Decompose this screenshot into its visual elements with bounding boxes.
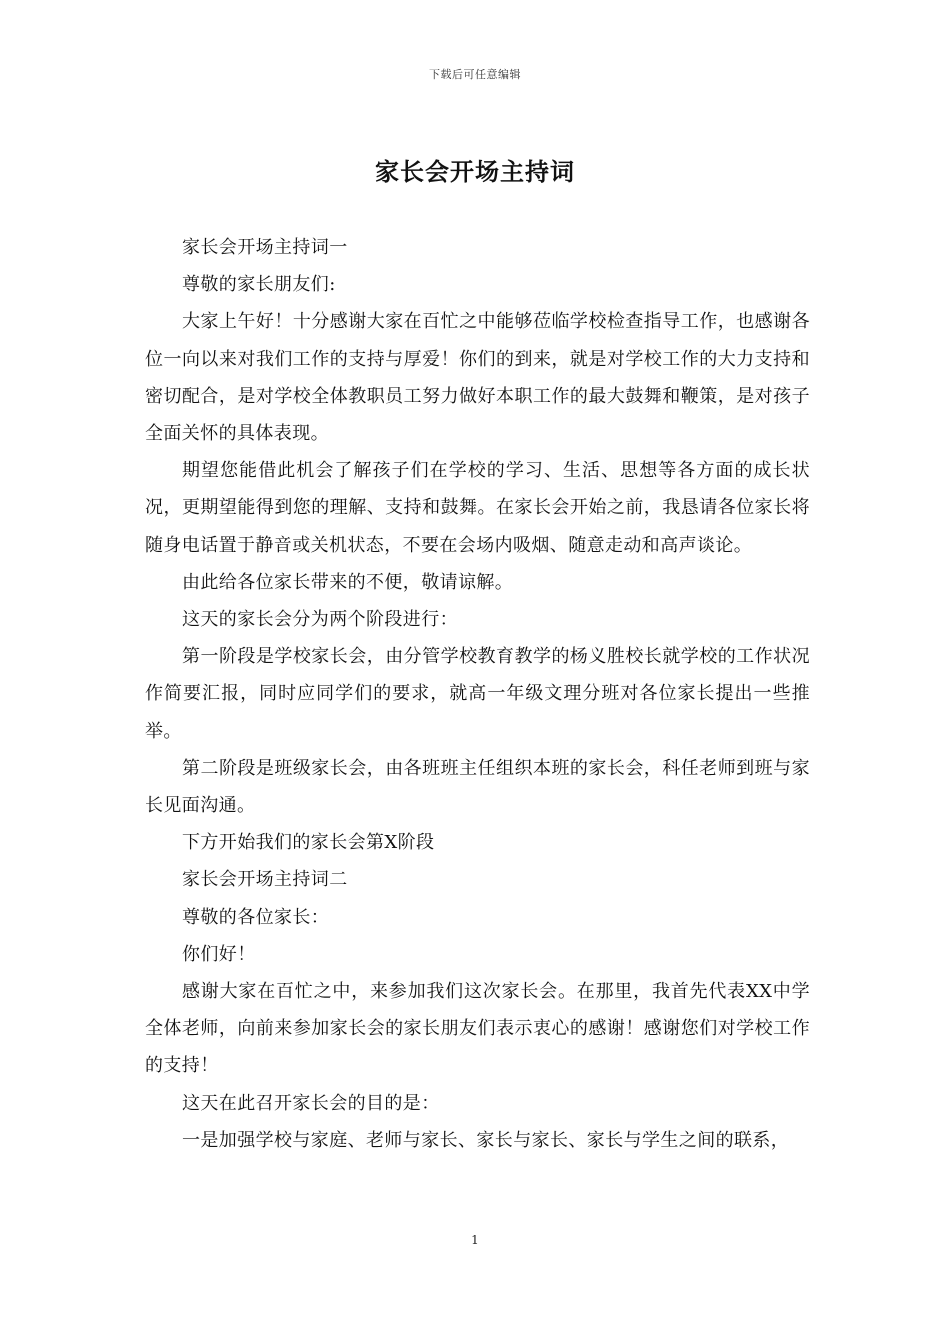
paragraph-hope: 期望您能借此机会了解孩子们在学校的学习、生活、思想等各方面的成长状况，更期望能得到您的理解、支持和鼓舞。在家长会开始之前，我恳请各位家长将随身电话置于静音或关机状态，不要在会场内吸烟、随意走动和高声谈论。 — [145, 460, 810, 556]
paragraph-thanks: 感谢大家在百忙之中，来参加我们这次家长会。在那里，我首先代表XX中学全体老师，向前来参加家长会的家长朋友们表示衷心的感谢！感谢您们对学校工作的支持！ — [145, 981, 810, 1077]
paragraph-apology: 由此给各位家长带来的不便，敬请谅解。 — [182, 571, 514, 593]
salutation-1: 尊敬的家长朋友们: — [182, 274, 336, 296]
paragraph-stages-intro: 这天的家长会分为两个阶段进行： — [182, 609, 458, 631]
paragraph-start: 下方开始我们的家长会第X阶段 — [182, 832, 435, 854]
document-body — [145, 229, 810, 1159]
paragraph-stage-two: 第二阶段是班级家长会，由各班班主任组织本班的家长会，科任老师到班与家长见面沟通。 — [145, 757, 810, 817]
page-number: 1 — [471, 1233, 479, 1247]
document-title: 家长会开场主持词 — [375, 157, 575, 186]
greeting: 你们好！ — [182, 943, 256, 965]
section-heading-2: 家长会开场主持词二 — [182, 869, 348, 891]
section-heading-1: 家长会开场主持词一 — [182, 237, 348, 258]
paragraph-stage-one: 第一阶段是学校家长会，由分管学校教育教学的杨义胜校长就学校的工作状况作简要汇报，同时应同学们的要求，就高一年级文理分班对各位家长提出一些推举。 — [145, 646, 810, 742]
paragraph-purpose-intro: 这天在此召开家长会的目的是： — [182, 1092, 440, 1114]
salutation-2: 尊敬的各位家长： — [182, 906, 330, 928]
page-header-note: 下载后可任意编辑 — [429, 68, 521, 81]
paragraph-welcome: 大家上午好！十分感谢大家在百忙之中能够莅临学校检查指导工作，也感谢各位一向以来对我们工作的支持与厚爱！你们的到来，就是对学校工作的大力支持和密切配合，是对学校全体教职员工努力做好本职工作的最大鼓舞和鞭策，是对孩子全面关怀的具体表现。 — [145, 311, 810, 445]
paragraph-purpose-one: 一是加强学校与家庭、老师与家长、家长与家长、家长与学生之间的联系， — [182, 1129, 790, 1151]
